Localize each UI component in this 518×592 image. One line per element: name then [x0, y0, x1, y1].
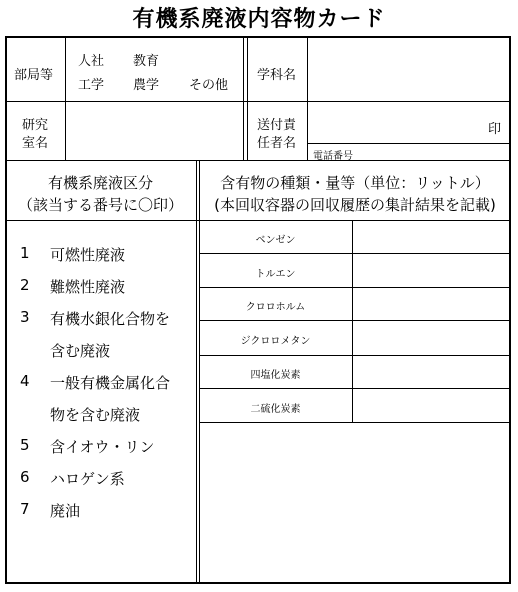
item-3-label-line2[interactable]: 含む廃液 — [50, 342, 111, 360]
substance-col-divider — [352, 220, 353, 422]
dept-option-sonota[interactable]: その他 — [189, 78, 229, 93]
item-2-label[interactable]: 難燃性廃液 — [50, 278, 126, 296]
item-5-number: 5 — [20, 436, 30, 454]
dept-option-kogaku[interactable]: 工学 — [78, 78, 105, 93]
dept-option-kyoiku[interactable]: 教育 — [133, 54, 160, 69]
item-3-label-line1[interactable]: 有機水銀化合物を — [50, 310, 171, 328]
dept-label: 部局等 — [14, 68, 54, 83]
item-4-label-line2[interactable]: 物を含む廃液 — [50, 406, 141, 424]
seal-mark: 印 — [488, 122, 502, 137]
mid-col-divider-b — [247, 36, 248, 160]
section-heading-divider — [5, 220, 511, 221]
item-6-number: 6 — [20, 468, 30, 486]
substance-name-dichloromethane: ジクロロメタン — [240, 336, 311, 347]
mid-col-divider-a — [243, 36, 244, 160]
amount-field-carbon-tetrachloride[interactable] — [355, 358, 509, 386]
amount-field-dichloromethane[interactable] — [355, 324, 509, 352]
item-7-number: 7 — [20, 500, 30, 518]
substance-name-carbon-tetrachloride: 四塩化炭素 — [250, 370, 301, 381]
item-4-number: 4 — [20, 372, 30, 390]
item-1-number: 1 — [20, 244, 30, 262]
label-col-divider — [65, 36, 66, 160]
substance-row-divider-4 — [199, 355, 511, 356]
substance-name-chloroform: クロロホルム — [245, 302, 306, 313]
sender-label-line1: 送付責 — [257, 118, 297, 133]
substance-row-divider-3 — [199, 320, 511, 321]
lab-field[interactable] — [70, 106, 240, 156]
phone-divider — [307, 143, 511, 144]
substance-name-benzene: ベンゼン — [255, 235, 296, 246]
classification-title: 有機系廃液区分 — [47, 174, 153, 192]
item-2-number: 2 — [20, 276, 30, 294]
dept-option-nogaku[interactable]: 農学 — [133, 78, 160, 93]
substance-row-divider-1 — [199, 253, 511, 254]
item-5-label[interactable]: 含イオウ・リン — [50, 438, 155, 456]
substance-row-divider-5 — [199, 388, 511, 389]
substance-name-toluene: トルエン — [255, 269, 296, 280]
sender-field[interactable] — [310, 106, 480, 140]
lab-label-line2: 室名 — [22, 136, 49, 151]
amount-field-carbon-disulfide[interactable] — [355, 392, 509, 420]
item-3-number: 3 — [20, 308, 30, 326]
item-7-label[interactable]: 廃油 — [50, 502, 81, 520]
right-label-col-divider — [307, 36, 308, 160]
header-bottom-divider — [5, 160, 511, 161]
substance-row-divider-6 — [199, 422, 511, 423]
item-1-label[interactable]: 可燃性廃液 — [50, 246, 126, 264]
amount-field-toluene[interactable] — [355, 257, 509, 285]
phone-label: 電話番号 — [313, 151, 353, 162]
substance-name-carbon-disulfide: 二硫化炭素 — [250, 404, 301, 415]
header-row-divider — [5, 101, 511, 102]
lab-label-line1: 研究 — [22, 118, 49, 133]
amount-field-benzene[interactable] — [355, 223, 509, 251]
subject-field[interactable] — [310, 45, 508, 97]
sender-label-line2: 任者名 — [257, 136, 297, 151]
contents-title: 含有物の種類・量等（単位：リットル） — [220, 174, 490, 192]
amount-field-chloroform[interactable] — [355, 290, 509, 318]
subject-label: 学科名 — [257, 68, 297, 83]
classification-instruction: （該当する番号に〇印） — [17, 196, 183, 214]
contents-subtitle: (本回収容器の回収履歴の集計結果を記載) — [214, 196, 496, 214]
dept-option-jinsha[interactable]: 人社 — [78, 54, 105, 69]
other-contents-area[interactable] — [202, 426, 508, 580]
card-title: 有機系廃液内容物カード — [132, 7, 386, 32]
substance-row-divider-2 — [199, 287, 511, 288]
section-col-divider-a — [196, 160, 197, 584]
item-6-label[interactable]: ハロゲン系 — [50, 470, 125, 488]
item-4-label-line1[interactable]: 一般有機金属化合 — [50, 374, 171, 392]
